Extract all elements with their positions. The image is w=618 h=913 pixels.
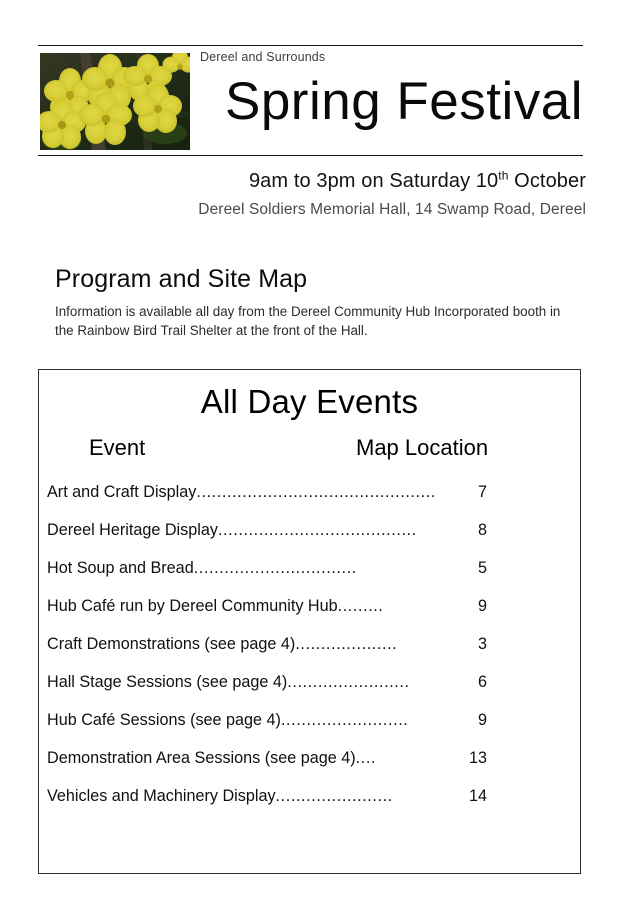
event-name: Hall Stage Sessions (see page 4) xyxy=(47,673,288,691)
all-day-events-list xyxy=(39,483,580,825)
event-map-location: 3 xyxy=(477,635,487,653)
dot-leader: ....................................... xyxy=(217,521,417,539)
dot-leader: ....................... xyxy=(275,787,393,805)
masthead-top-rule xyxy=(38,45,583,46)
table-row xyxy=(39,749,580,787)
events-column-headers xyxy=(39,435,580,473)
table-row xyxy=(39,787,580,825)
event-datetime xyxy=(38,170,586,193)
table-row xyxy=(39,559,580,597)
dot-leader: ................................ xyxy=(193,559,357,577)
masthead-kicker: Dereel and Surrounds xyxy=(200,50,326,64)
event-name: Demonstration Area Sessions (see page 4) xyxy=(47,749,356,767)
event-map-location: 14 xyxy=(468,787,487,805)
date-ordinal-suffix: th xyxy=(498,168,509,183)
event-name: Hub Café run by Dereel Community Hub xyxy=(47,597,338,615)
page-title: Spring Festival xyxy=(224,72,583,131)
event-map-location: 9 xyxy=(477,597,487,615)
table-row xyxy=(39,483,580,521)
column-header-event: Event xyxy=(89,435,146,460)
masthead-bottom-rule xyxy=(38,155,583,156)
event-venue: Dereel Soldiers Memorial Hall, 14 Swamp Road, Dereel xyxy=(198,201,586,218)
dot-leader: ......... xyxy=(337,597,384,615)
event-map-location: 9 xyxy=(477,711,487,729)
table-row xyxy=(39,673,580,711)
all-day-events-title: All Day Events xyxy=(200,383,419,420)
event-name: Art and Craft Display xyxy=(47,483,197,501)
event-name: Hot Soup and Bread xyxy=(47,559,194,577)
masthead-text-block xyxy=(200,50,583,135)
event-name: Vehicles and Machinery Display xyxy=(47,787,276,805)
event-name: Hub Café Sessions (see page 4) xyxy=(47,711,281,729)
event-map-location: 8 xyxy=(477,521,487,539)
event-time-prefix: 9am to 3pm on Saturday 10 xyxy=(248,170,499,192)
event-time-suffix: October xyxy=(508,170,586,192)
column-header-map-location: Map Location xyxy=(356,435,489,460)
table-row xyxy=(39,597,580,635)
event-map-location: 5 xyxy=(477,559,487,577)
all-day-events-box xyxy=(38,369,581,874)
dot-leader: ............................................... xyxy=(196,483,436,501)
event-map-location: 13 xyxy=(468,749,487,767)
dot-leader: ........................ xyxy=(287,673,410,691)
table-row xyxy=(39,521,580,559)
program-note: Information is available all day from the Dereel Community Hub Incorporated booth in the Rainbow Bird Trail Shelter at the front of the Hall. xyxy=(55,304,561,338)
dot-leader: .... xyxy=(355,749,377,767)
event-map-location: 7 xyxy=(477,483,487,501)
event-name: Dereel Heritage Display xyxy=(47,521,218,539)
table-row xyxy=(39,635,580,673)
yellow-flowers-photo xyxy=(40,53,190,150)
table-row xyxy=(39,711,580,749)
dot-leader: .................... xyxy=(295,635,398,653)
event-name: Craft Demonstrations (see page 4) xyxy=(47,635,296,653)
dot-leader: ......................... xyxy=(280,711,409,729)
event-map-location: 6 xyxy=(477,673,487,691)
program-heading: Program and Site Map xyxy=(55,265,308,293)
